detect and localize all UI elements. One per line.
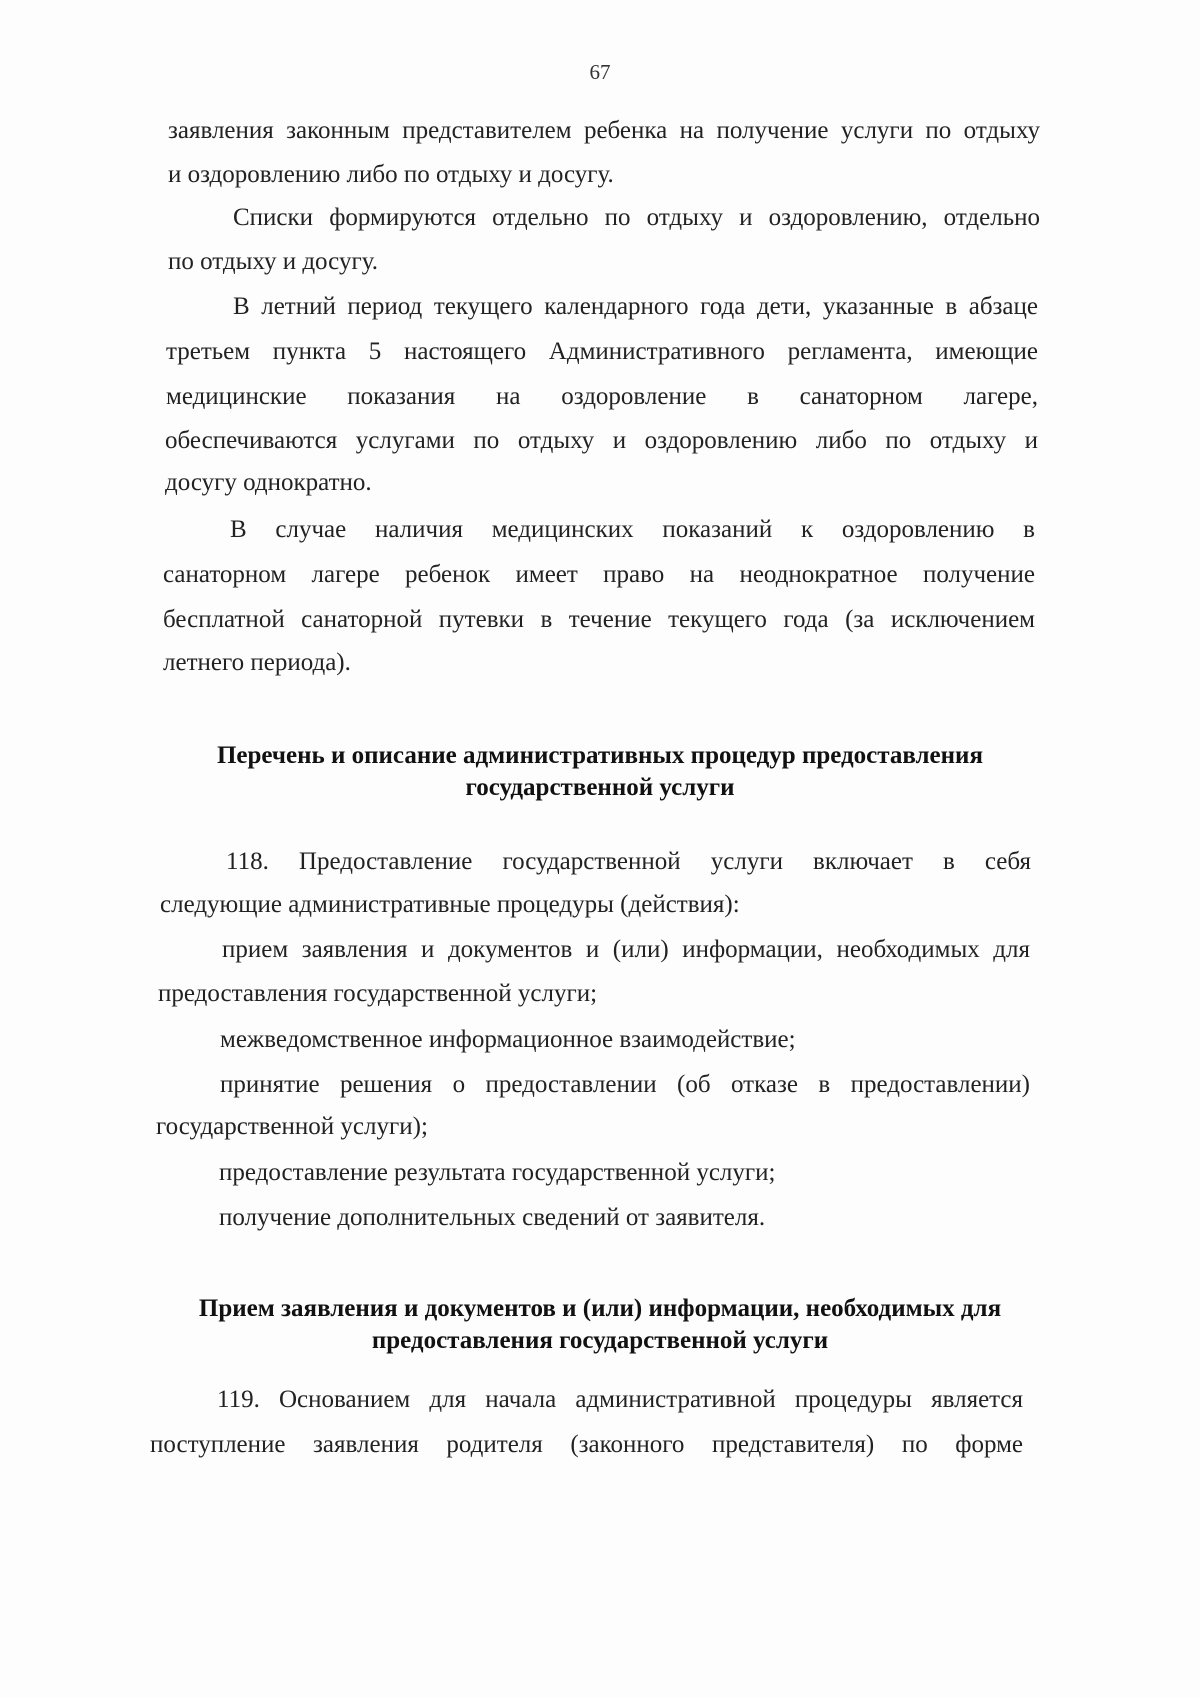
list-item-line: межведомственное информационное взаимодействие; (220, 1026, 796, 1053)
paragraph-line: Списки формируются отдельно по отдыху и оздоровлению, отдельно (233, 204, 1040, 231)
section-heading-line: предоставления государственной услуги (371, 1327, 829, 1354)
list-item-line: прием заявления и документов и (или) информации, необходимых для (222, 936, 1030, 963)
paragraph-line: летнего периода). (163, 649, 351, 676)
page-number: 67 (589, 60, 611, 84)
paragraph-line: обеспечиваются услугами по отдыху и оздоровлению либо по отдыху и (165, 427, 1038, 454)
paragraph-line: и оздоровлению либо по отдыху и досугу. (168, 161, 614, 188)
list-item-line: принятие решения о предоставлении (об отказе в предоставлении) (220, 1071, 1030, 1098)
section-heading-line: государственной услуги (465, 774, 735, 801)
paragraph-line: В летний период текущего календарного года дети, указанные в абзаце (233, 293, 1038, 320)
list-item-line: предоставление результата государственной услуги; (219, 1159, 776, 1186)
paragraph-line: поступление заявления родителя (законного представителя) по форме (150, 1431, 1023, 1458)
list-item-line: государственной услуги); (156, 1113, 428, 1140)
paragraph-line: бесплатной санаторной путевки в течение текущего года (за исключением (163, 606, 1035, 633)
paragraph-line: третьем пункта 5 настоящего Административного регламента, имеющие (166, 338, 1038, 365)
section-heading-line: Прием заявления и документов и (или) информации, необходимых для (198, 1295, 1002, 1322)
paragraph-line: заявления законным представителем ребенка на получение услуги по отдыху (168, 117, 1040, 144)
paragraph-line: следующие административные процедуры (действия): (160, 891, 740, 918)
paragraph-line: досугу однократно. (165, 469, 372, 496)
paragraph-line: санаторном лагере ребенок имеет право на неоднократное получение (163, 561, 1035, 588)
list-item-line: получение дополнительных сведений от заявителя. (219, 1204, 766, 1231)
paragraph-line: 119. Основанием для начала административной процедуры является (217, 1386, 1023, 1413)
paragraph-line: по отдыху и досугу. (168, 248, 378, 275)
list-item-line: предоставления государственной услуги; (158, 980, 598, 1007)
paragraph-line: медицинские показания на оздоровление в санаторном лагере, (166, 383, 1038, 410)
paragraph-line: 118. Предоставление государственной услуги включает в себя (226, 848, 1031, 875)
paragraph-line: В случае наличия медицинских показаний к оздоровлению в (230, 516, 1035, 543)
section-heading-line: Перечень и описание административных процедур предоставления (216, 742, 983, 769)
